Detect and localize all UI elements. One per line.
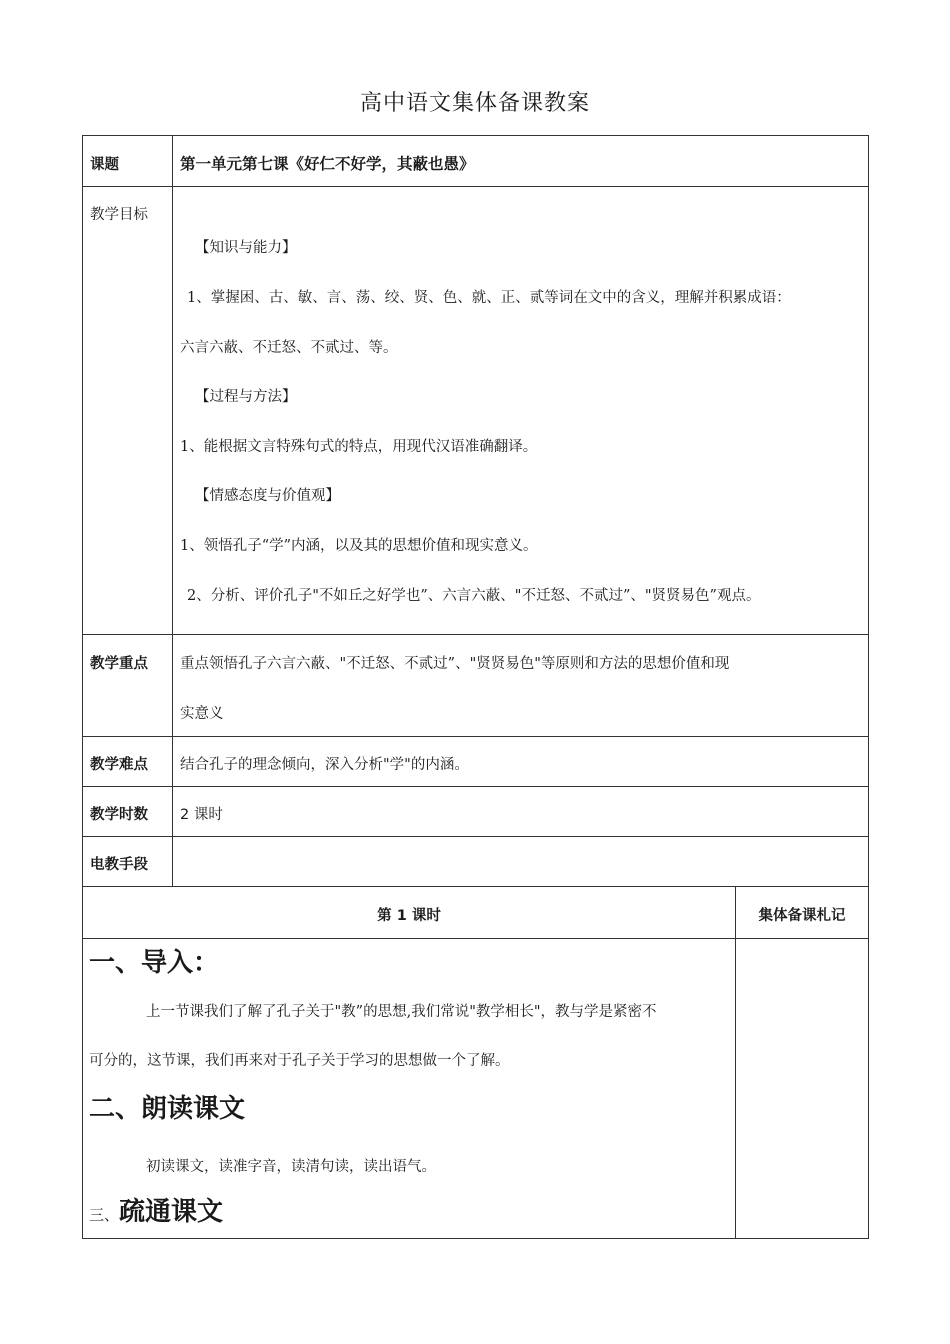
notes-column-label: 集体备课札记 <box>758 908 846 924</box>
goals-emotion-item-2: 2、分析、评价孔子"不如丘之好学也”、六言六蔽、"不迁怒、不贰过”、"贤贤易色”观点。 <box>187 588 761 604</box>
section-3-heading: 疏通课文 <box>119 1197 224 1227</box>
section-3-heading-row <box>89 1191 223 1228</box>
goals-label: 教学目标 <box>90 207 148 223</box>
period-label: 第 1 课时 <box>377 908 441 924</box>
goals-knowledge-item-1b: 六言六蔽、不迁怒、不贰过、等。 <box>180 340 398 356</box>
goals-process-item-1: 1、能根据文言特殊句式的特点，用现代汉语准确翻译。 <box>180 439 538 455</box>
section-3-prefix: 三、 <box>89 1206 120 1224</box>
difficulty-value: 结合孔子的理念倾向，深入分析"学"的内涵。 <box>180 757 469 773</box>
focus-line-1: 重点领悟孔子六言六蔽、"不迁怒、不贰过”、"贤贤易色"等原则和方法的思想价值和现 <box>180 656 730 672</box>
document-title: 高中语文集体备课教案 <box>359 91 590 116</box>
topic-label: 课题 <box>90 157 119 173</box>
section-1-line-2: 可分的，这节课，我们再来对于孔子关于学习的思想做一个了解。 <box>89 1053 510 1069</box>
section-1-heading: 一、导入： <box>89 948 220 978</box>
focus-line-2: 实意义 <box>180 706 224 722</box>
goals-process-heading: 【过程与方法】 <box>195 389 297 405</box>
goals-knowledge-heading: 【知识与能力】 <box>195 240 297 256</box>
goals-knowledge-item-1a: 1、掌握困、古、敏、言、荡、绞、贤、色、就、正、贰等词在文中的含义，理解并积累成语： <box>187 290 791 306</box>
goals-emotion-heading: 【情感态度与价值观】 <box>195 488 340 504</box>
hours-label: 教学时数 <box>90 807 148 823</box>
goals-emotion-item-1: 1、领悟孔子“学”内涵，以及其的思想价值和现实意义。 <box>180 538 538 554</box>
section-1-line-1: 上一节课我们了解了孔子关于"教”的思想,我们常说"教学相长"，教与学是紧密不 <box>146 1004 657 1020</box>
topic-value: 第一单元第七课《好仁不好学，其蔽也愚》 <box>180 155 475 173</box>
hours-value: 2 课时 <box>180 807 223 823</box>
section-2-heading: 二、朗读课文 <box>89 1094 246 1124</box>
difficulty-label: 教学难点 <box>90 757 148 773</box>
section-2-line-1: 初读课文，读准字音，读清句读，读出语气。 <box>146 1159 436 1175</box>
focus-label: 教学重点 <box>90 656 148 672</box>
media-label: 电教手段 <box>90 857 148 873</box>
